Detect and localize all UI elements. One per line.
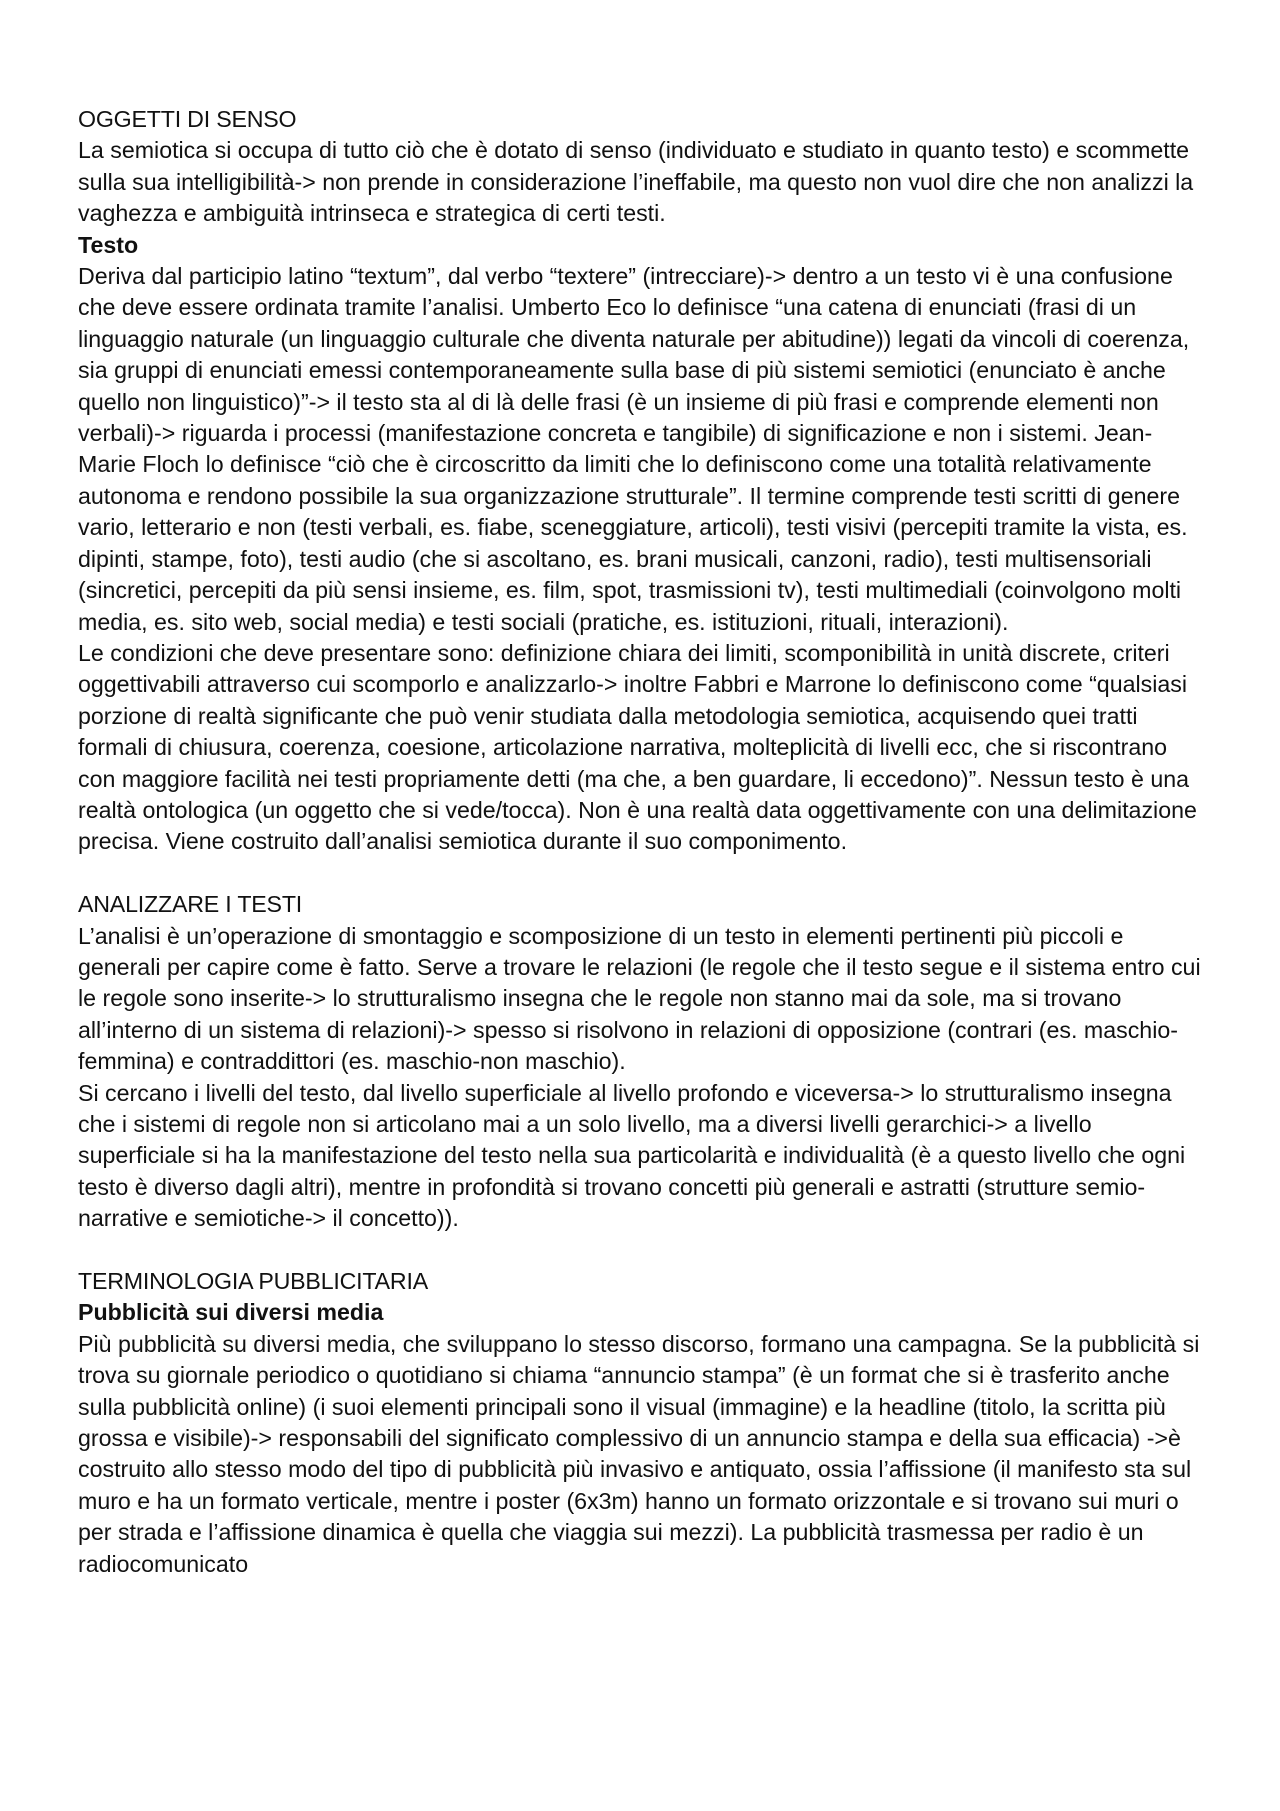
section-heading-oggetti-di-senso: OGGETTI DI SENSO	[78, 106, 297, 132]
section-heading-terminologia-pubblicitaria: TERMINOLOGIA PUBBLICITARIA	[78, 1268, 428, 1294]
section-intro-paragraph: La semiotica si occupa di tutto ciò che è dotato di senso (individuato e studiato in quanto testo) e scommette sulla sua intelligibilità-> non prende in considerazione l’ineffabile, ma questo non vuol dire che non analizzi la vaghezza e ambiguità intrinseca e strategica di certi testi.	[78, 137, 1194, 227]
subheading-pubblicita-media: Pubblicità sui diversi media	[78, 1299, 384, 1326]
paragraph-analisi-livelli: Si cercano i livelli del testo, dal livello superficiale al livello profondo e viceversa-> lo strutturalismo insegna che i sistemi di regole non si articolano mai a un solo livello, ma a diversi livelli gerarchici-> a livello superficiale si ha la manifestazione del testo nella sua particolarità e individualità (è a questo livello che ogni testo è diverso dagli altri), mentre in profondità si trovano concetti più generali e astratti (strutture semio-narrative e semiotiche-> il concetto)).	[78, 1079, 1186, 1232]
subheading-testo: Testo	[78, 231, 139, 258]
section-spacer	[78, 858, 1208, 889]
section-heading-analizzare-i-testi: ANALIZZARE I TESTI	[78, 891, 303, 918]
paragraph-testo-definition: Deriva dal participio latino “textum”, dal verbo “textere” (intrecciare)-> dentro a un testo vi è una confusione che deve essere ordinata tramite l’analisi. Umberto Eco lo definisce “una catena di enunciati (frasi di un linguaggio naturale (un linguaggio culturale che diventa naturale per abitudine)) legati da vincoli di coerenza, sia gruppi di enunciati emessi contemporaneamente sulla base di più sistemi semiotici (enunciato è anche quello non linguistico)”-> il testo sta al di là delle frasi (è un insieme di più frasi e comprende elementi non verbali)-> riguarda i processi (manifestazione concreta e tangibile) di significazione e non i sistemi. Jean-Marie Floch lo definisce “ciò che è circoscritto da limiti che lo definiscono come una totalità relativamente autonoma e rendono possibile la sua organizzazione strutturale”. Il termine comprende testi scritti di genere vario, letterario e non (testi verbali, es. fiabe, sceneggiature, articoli), testi visivi (percepiti tramite la vista, es. dipinti, stampe, foto), testi audio (che si ascoltano, es. brani musicali, canzoni, radio), testi multisensoriali (sincretici, percepiti da più sensi insieme, es. film, spot, trasmissioni tv), testi multimediali (coinvolgono molti media, es. sito web, social media) e testi sociali (pratiche, es. istituzioni, rituali, interazioni).	[78, 263, 1190, 635]
paragraph-testo-conditions: Le condizioni che deve presentare sono: definizione chiara dei limiti, scomponibilità in unità discrete, criteri oggettivabili attraverso cui scomporlo e analizzarlo-> inoltre Fabbri e Marrone lo definiscono come “qualsiasi porzione di realtà significante che può venir studiata dalla metodologia semiotica, acquisendo quei tratti formali di chiusura, coerenza, coesione, articolazione narrativa, molteplicità di livelli ecc, che si riscontrano con maggiore facilità nei testi propriamente detti (ma che, a ben guardare, li eccedono)”. Nessun testo è una realtà ontologica (un oggetto che si vede/tocca). Non è una realtà data oggettivamente con una delimitazione precisa. Viene costruito dall’analisi semiotica durante il suo componimento.	[78, 639, 1197, 855]
document-page	[78, 104, 1208, 1580]
section-spacer	[78, 1235, 1208, 1266]
paragraph-analisi-relazioni: L’analisi è un’operazione di smontaggio e scomposizione di un testo in elementi pertinenti più piccoli e generali per capire come è fatto. Serve a trovare le relazioni (le regole che il testo segue e il sistema entro cui le regole sono inserite-> lo strutturalismo insegna che le regole non stanno mai da sole, ma si trovano all’interno di un sistema di relazioni)-> spesso si risolvono in relazioni di opposizione (contrari (es. maschio-femmina) e contraddittori (es. maschio-non maschio).	[78, 922, 1201, 1075]
paragraph-pubblicita-campagna: Più pubblicità su diversi media, che sviluppano lo stesso discorso, formano una campagna. Se la pubblicità si trova su giornale periodico o quotidiano si chiama “annuncio stampa” (è un format che si è trasferito anche sulla pubblicità online) (i suoi elementi principali sono il visual (immagine) e la headline (titolo, la scritta più grossa e visibile)-> responsabili del significato complessivo di un annuncio stampa e della sua efficacia) ->è costruito allo stesso modo del tipo di pubblicità più invasivo e antiquato, ossia l’affissione (il manifesto sta sul muro e ha un formato verticale, mentre i poster (6x3m) hanno un formato orizzontale e si trovano sui muri o per strada e l’affissione dinamica è quella che viaggia sui mezzi). La pubblicità trasmessa per radio è un radiocomunicato	[78, 1330, 1200, 1577]
